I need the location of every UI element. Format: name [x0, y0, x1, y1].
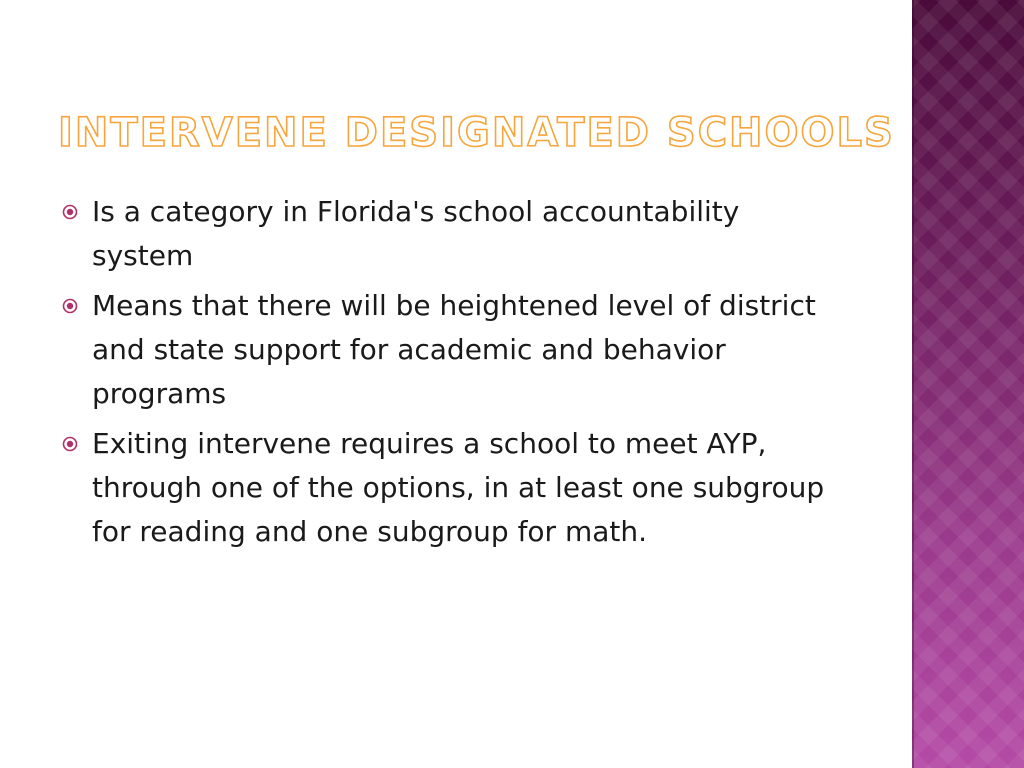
- target-bullet-icon: [62, 298, 78, 314]
- bullet-text: Means that there will be heightened level of district and state support for academic and behavior programs: [92, 289, 816, 410]
- bullet-item: [62, 284, 842, 416]
- bullet-item: [62, 422, 842, 554]
- bullet-text: Exiting intervene requires a school to meet AYP, through one of the options, in at least one subgroup for reading and one subgroup for math.: [92, 427, 825, 548]
- decorative-side-band: [912, 0, 1024, 768]
- target-bullet-icon: [62, 204, 78, 220]
- slide-title: INTERVENE DESIGNATED SCHOOLS: [58, 110, 895, 156]
- target-bullet-icon: [62, 436, 78, 452]
- bullet-text: Is a category in Florida's school accountability system: [92, 195, 740, 272]
- bullet-item: [62, 190, 842, 278]
- bullet-list: [62, 190, 842, 560]
